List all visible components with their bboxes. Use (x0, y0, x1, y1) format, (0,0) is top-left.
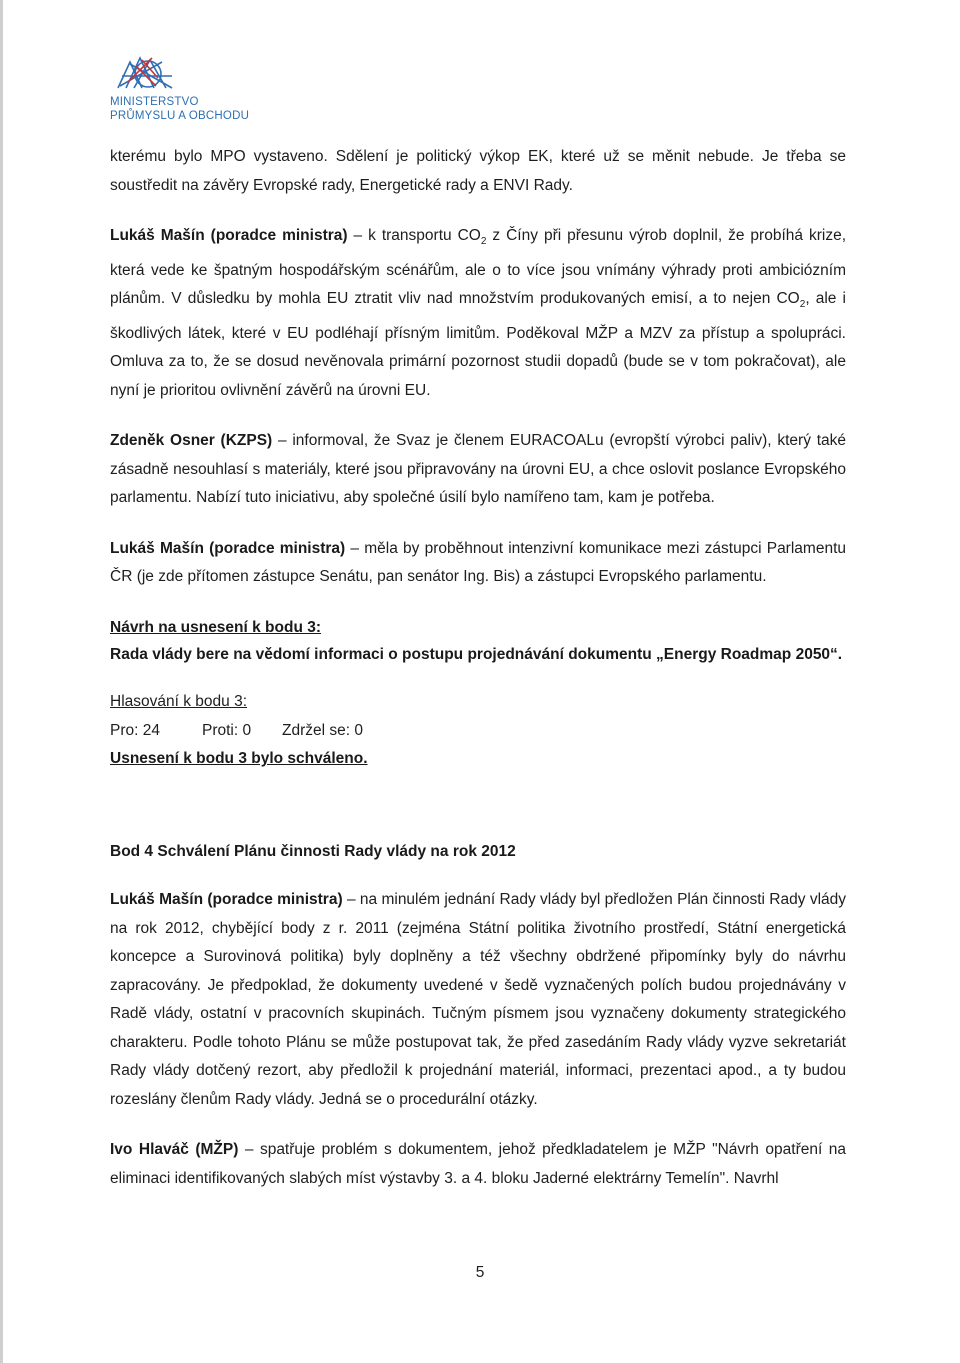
vote-proti: Proti: 0 (202, 721, 252, 739)
logo-text-ministry: MINISTERSTVO (110, 96, 199, 108)
page-number: 5 (475, 1264, 485, 1281)
scan-edge (0, 0, 3, 1363)
voting-result: Usnesení k bodu 3 bylo schváleno. (110, 750, 368, 768)
resolution-heading: Návrh na usnesení k bodu 3: (110, 618, 322, 636)
paragraph-hlavac: Ivo Hlaváč (MŽP) – spatřuje problém s dokumentem, jehož předkladatelem je MŽP "Návrh opatření na eliminaci identifikovaných slabých míst výstavby 3. a 4. bloku Jaderné elektrárny Temelín". Navrhl (110, 1141, 846, 1187)
vote-abstain: Zdržel se: 0 (282, 721, 363, 739)
paragraph-masin-1: Lukáš Mašín (poradce ministra) – k transportu $CO_2$ z Číny při přesunu výrob doplnil, že probíhá krize, která vede ke špatným hospodářským scénářům, ale o to více jsou vnímány výhrady proti ambiciózním plánům. V důsledku by mohla EU ztratit vliv nad množstvím produkovaných emisí, a to nejen $CO_2$, ale i škodlivých látek, které v EU podléhají přísným limitům. Poděkoval MŽP a MZV za přístup a spolupráci. Omluva za to, že se dosud nevěnovala primární pozornost studii dopadů (bude se v tom pokračovat), ale nyní je prioritou ovlivnění závěrů na úrovni EU. (110, 227, 846, 399)
section-4-title: Bod 4 Schválení Plánu činnosti Rady vlády na rok 2012 (110, 842, 516, 860)
paragraph-continuation: kterému bylo MPO vystaveno. Sdělení je politický výkop EK, které už se měnit nebude. Je třeba se soustředit na závěry Evropské rady, Energetické rady a ENVI Rady. (110, 148, 846, 194)
ministry-emblem-icon (112, 52, 182, 96)
speaker-name: Lukáš Mašín (poradce ministra) (110, 539, 346, 557)
speaker-name: Lukáš Mašín (poradce ministra) (110, 891, 343, 909)
paragraph-masin-3: Lukáš Mašín (poradce ministra) – na minulém jednání Rady vlády byl předložen Plán činnosti Rady vlády na rok 2012, chybějící body z r. 2011 (zejména Státní politika životního prostředí, Státní energetická koncepce a Surovinová politika) byly doplněny a též všechny obdržené připomínky byly do návrhu zapracovány. Je předpoklad, že dokumenty uvedené v šedě vyznačených polích budou projednávány v Radě vlády, ostatní v pracovních skupinách. Tučným písmem jsou vyznačeny dokumenty strategického charakteru. Podle tohoto Plánu se může postupovat tak, že před zasedáním Rady vlády vyzve sekretariát Rady vlády dotčený rezort, aby předložil k projednání materiál, informaci, prezentaci apod., a ty budou rozeslány členům Rady vlády. Jedná se o procedurální otázky. (110, 891, 847, 1108)
resolution-text: Rada vlády bere na vědomí informaci o postupu projednávání dokumentu „Energy Roadmap 2050“. (110, 646, 843, 664)
ministry-logo (108, 52, 288, 132)
paragraph-osner: Zdeněk Osner (KZPS) – informoval, že Svaz je členem EURACOALu (evropští výrobci paliv), který také zásadně nesouhlasí s materiály, které jsou připravovány na úrovni EU, a chce oslovit poslance Evropského parlamentu. Nabízí tuto iniciativu, aby společné úsilí bylo namířeno tam, kam je potřeba. (110, 432, 846, 507)
speaker-name: Lukáš Mašín (poradce ministra) (110, 227, 348, 244)
vote-pro: Pro: 24 (110, 721, 160, 739)
voting-results (110, 717, 846, 746)
speaker-name: Ivo Hlaváč (MŽP) (110, 1141, 239, 1159)
voting-heading: Hlasování k bodu 3: (110, 693, 248, 711)
speaker-name: Zdeněk Osner (KZPS) (110, 432, 273, 450)
paragraph-masin-2: Lukáš Mašín (poradce ministra) – měla by proběhnout intenzivní komunikace mezi zástupci Parlamentu ČR (je zde přítomen zástupce Senátu, pan senátor Ing. Bis) a zástupci Evropského parlamentu. (110, 539, 846, 586)
logo-text-industry-trade: PRŮMYSLU A OBCHODU (110, 110, 250, 122)
document-body (110, 143, 846, 1193)
